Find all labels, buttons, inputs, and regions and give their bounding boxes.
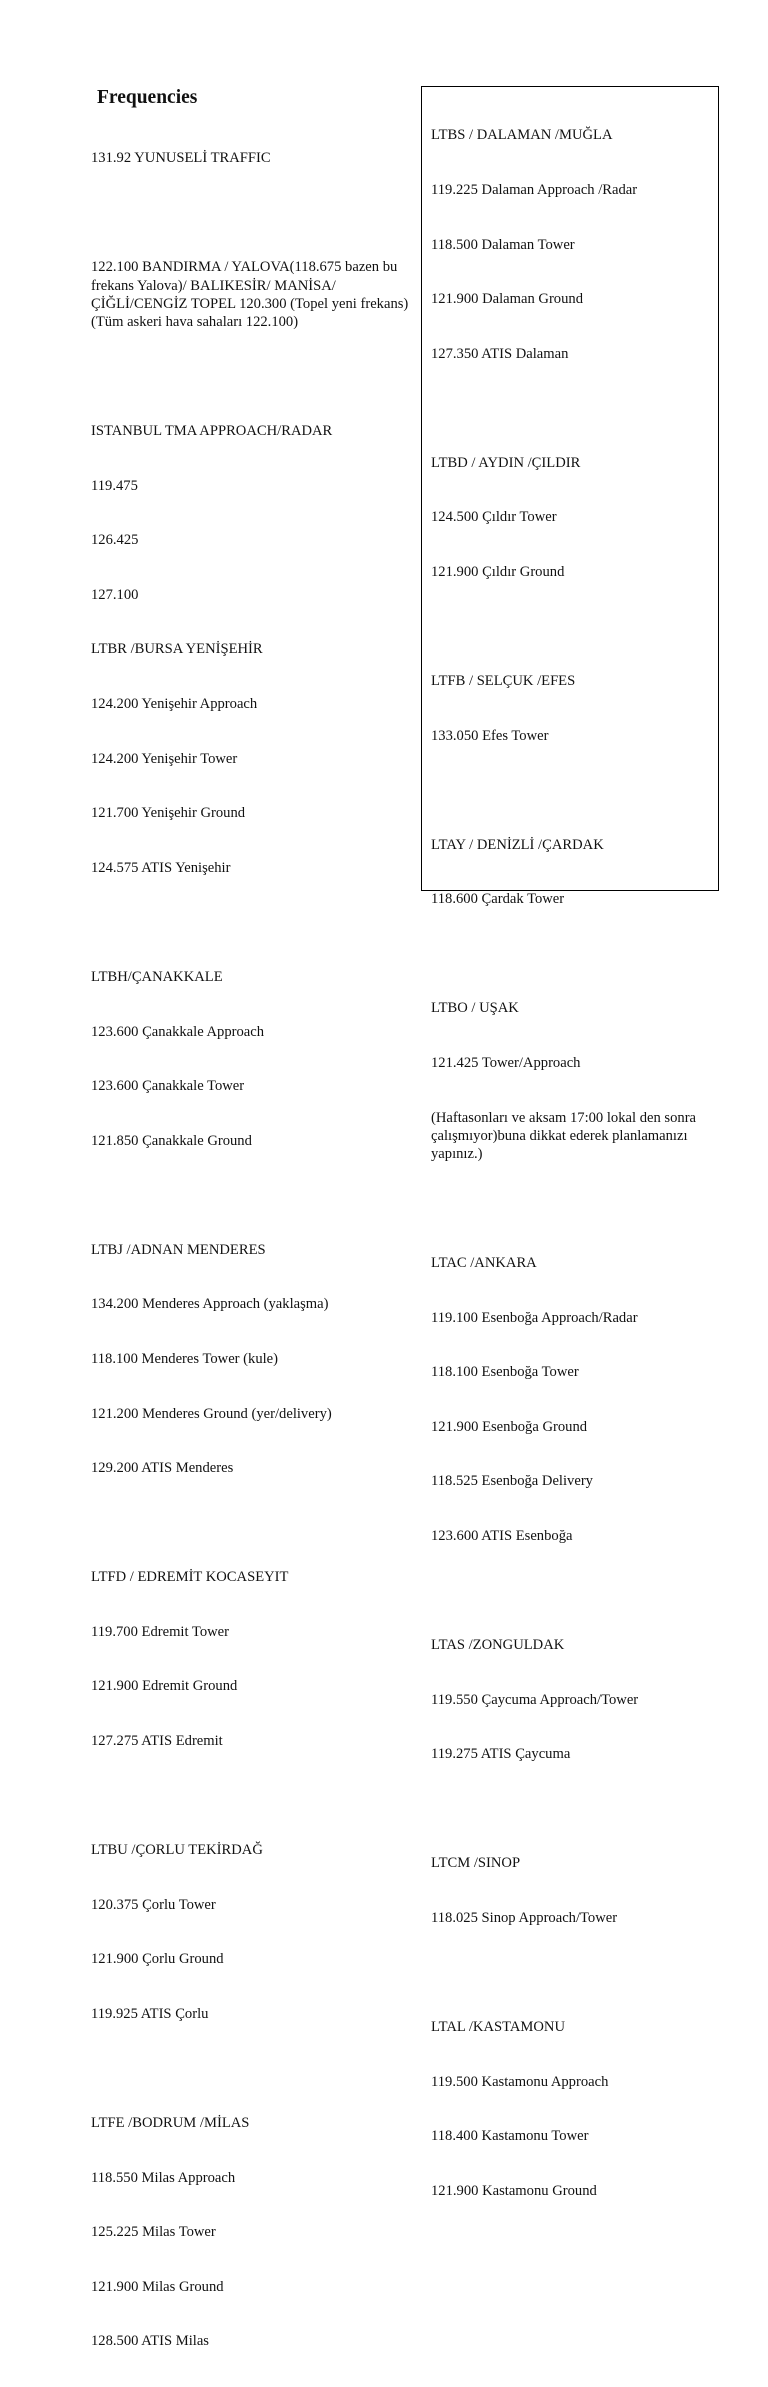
section-line: 124.575 ATIS Yenişehir	[91, 859, 231, 876]
canakkale-section	[91, 932, 413, 1187]
section-line: 119.100 Esenboğa Approach/Radar	[431, 1309, 638, 1326]
section-line: 118.400 Kastamonu Tower	[431, 2128, 589, 2145]
section-line: 133.050 Efes Tower	[431, 727, 549, 744]
section-line: 121.900 Edremit Ground	[91, 1678, 238, 1695]
section-line: 121.425 Tower/Approach	[431, 1054, 581, 1071]
section-line: 119.700 Edremit Tower	[91, 1623, 229, 1640]
section-heading: LTCM /SINOP	[431, 1855, 521, 1872]
section-line: 125.225 Milas Tower	[91, 2224, 216, 2241]
section-line: 121.900 Çıldır Ground	[431, 564, 565, 581]
edremit-section	[91, 1532, 413, 1787]
section-line: 118.600 Çardak Tower	[431, 891, 565, 908]
usak-section	[431, 963, 713, 1200]
section-heading: LTBR /BURSA YENİŞEHİR	[91, 641, 263, 658]
section-heading: LTBO / UŞAK	[431, 1000, 519, 1017]
section-line: 123.600 Çanakkale Approach	[91, 1023, 265, 1040]
section-heading: LTAC /ANKARA	[431, 1254, 537, 1271]
section-heading: LTAS /ZONGULDAK	[431, 1637, 565, 1654]
section-heading: ISTANBUL TMA APPROACH/RADAR	[91, 423, 333, 440]
corlu-section	[91, 1805, 413, 2060]
bodrum-section	[91, 2078, 413, 2387]
section-line: 129.200 ATIS Menderes	[91, 1460, 234, 1477]
istanbul-bursa-section	[91, 386, 413, 914]
zonguldak-section	[431, 1600, 713, 1800]
page-title: Frequencies	[97, 87, 198, 108]
section-line: 121.900 Kastamonu Ground	[431, 2182, 597, 2199]
yunuseli-section	[91, 113, 413, 204]
section-heading: LTBJ /ADNAN MENDERES	[91, 1241, 266, 1258]
section-heading: LTFB / SELÇUK /EFES	[431, 673, 576, 690]
left-column	[91, 113, 413, 2387]
section-line: 119.500 Kastamonu Approach	[431, 2073, 609, 2090]
section-heading: LTAY / DENİZLİ /ÇARDAK	[431, 836, 604, 853]
section-line: 121.900 Milas Ground	[91, 2278, 224, 2295]
section-line: 118.100 Menderes Tower (kule)	[91, 1351, 279, 1367]
section-line: 118.100 Esenboğa Tower	[431, 1364, 579, 1381]
section-paragraph: 122.100 BANDIRMA / YALOVA(118.675 bazen bu frekans Yalova)/ BALIKESİR/ MANİSA/ ÇİĞLİ/CENGİZ TOPEL 120.300 (Topel yeni frekans) (Tüm askeri hava sahaları 122.100)	[91, 259, 409, 331]
section-line: 118.500 Dalaman Tower	[431, 236, 575, 253]
section-line: 118.525 Esenboğa Delivery	[431, 1473, 593, 1490]
section-heading: LTBS / DALAMAN /MUĞLA	[431, 127, 613, 144]
section-line: 121.200 Menderes Ground (yer/delivery)	[91, 1405, 332, 1422]
section-line: 119.275 ATIS Çaycuma	[431, 1746, 571, 1763]
section-line: 127.350 ATIS Dalaman	[431, 345, 569, 362]
selcuk-section	[431, 636, 713, 782]
section-line: 119.550 Çaycuma Approach/Tower	[431, 1691, 639, 1708]
section-line: 118.550 Milas Approach	[91, 2169, 236, 2186]
section-heading: LTBU /ÇORLU TEKİRDAĞ	[91, 1842, 263, 1859]
section-line: 123.600 ATIS Esenboğa	[431, 1528, 573, 1545]
section-line: 126.425	[91, 532, 139, 549]
section-line: 121.900 Esenboğa Ground	[431, 1418, 588, 1435]
section-line: 127.275 ATIS Edremit	[91, 1733, 223, 1750]
aydin-section	[431, 417, 713, 617]
section-line: 121.850 Çanakkale Ground	[91, 1132, 252, 1149]
section-line: 121.700 Yenişehir Ground	[91, 805, 246, 822]
ankara-section	[431, 1218, 713, 1582]
denizli-section	[431, 799, 713, 945]
section-line: 131.92 YUNUSELİ TRAFFIC	[91, 150, 271, 167]
section-heading: LTFD / EDREMİT KOCASEYIT	[91, 1569, 289, 1586]
section-line: 121.900 Çorlu Ground	[91, 1951, 224, 1968]
section-heading: LTFE /BODRUM /MİLAS	[91, 2114, 250, 2131]
section-line: 127.100	[91, 586, 139, 603]
kastamonu-section	[431, 1982, 713, 2237]
section-heading: LTAL /KASTAMONU	[431, 2018, 566, 2035]
section-line: 119.475	[91, 477, 138, 494]
section-line: 124.200 Yenişehir Approach	[91, 696, 258, 713]
section-line: 119.225 Dalaman Approach /Radar	[431, 182, 638, 199]
section-line: 123.600 Çanakkale Tower	[91, 1078, 245, 1095]
section-line: 121.900 Dalaman Ground	[431, 291, 583, 308]
bandirma-yalova-section	[91, 222, 413, 368]
sinop-section	[431, 1818, 713, 1964]
dalaman-section	[431, 90, 713, 399]
section-line: 124.500 Çıldır Tower	[431, 509, 557, 526]
section-line: 134.200 Menderes Approach (yaklaşma)	[91, 1296, 329, 1313]
section-line: 119.925 ATIS Çorlu	[91, 2005, 209, 2022]
section-line: 124.200 Yenişehir Tower	[91, 750, 238, 767]
section-heading: LTBD / AYDIN /ÇILDIR	[431, 454, 581, 471]
section-heading: LTBH/ÇANAKKALE	[91, 968, 223, 985]
section-line: 118.025 Sinop Approach/Tower	[431, 1909, 618, 1926]
right-column	[431, 90, 713, 2236]
menderes-section	[91, 1204, 413, 1513]
section-line: 120.375 Çorlu Tower	[91, 1896, 216, 1913]
section-note: (Haftasonları ve aksam 17:00 lokal den sonra çalışmıyor)buna dikkat ederek planlamanızı yapınız.)	[431, 1109, 697, 1162]
section-line: 128.500 ATIS Milas	[91, 2333, 209, 2350]
